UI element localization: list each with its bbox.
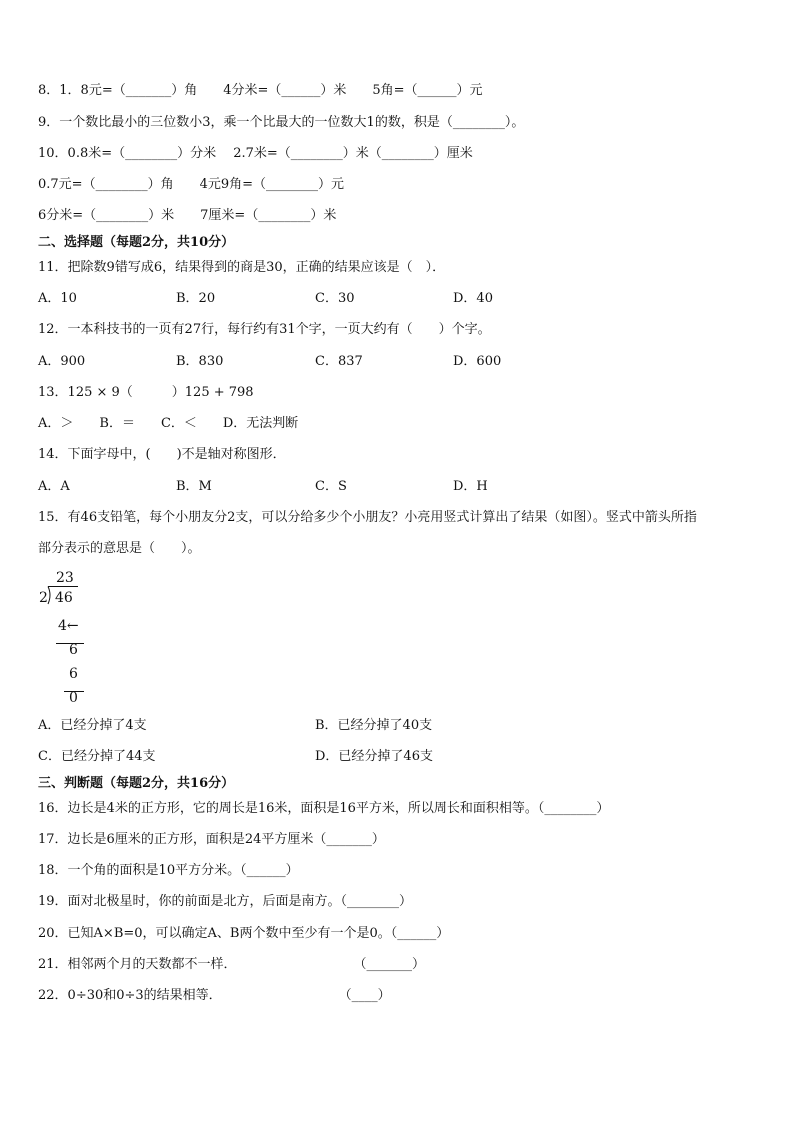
question-17: 17．边长是6厘米的正方形，面积是24平方厘米（_______） bbox=[38, 832, 385, 847]
partial-product: 6 bbox=[69, 666, 78, 682]
divisor: 2 bbox=[39, 590, 48, 606]
option-a: A．A bbox=[38, 479, 70, 494]
long-division bbox=[30, 568, 110, 708]
question-16: 16．边长是4米的正方形，它的周长是16米，面积是16平方米，所以周长和面积相等。（________） bbox=[38, 801, 610, 816]
question-19: 19．面对北极星时，你的前面是北方，后面是南方。（________） bbox=[38, 894, 413, 909]
quotient: 23 bbox=[56, 570, 74, 586]
section-3-heading: 三、判断题（每题2分，共16分） bbox=[38, 776, 235, 791]
question-14: 14．下面字母中，( )不是轴对称图形． bbox=[38, 447, 286, 462]
option-c: C．837 bbox=[315, 354, 363, 369]
question-20: 20．已知A×B=0，可以确定A、B两个数中至少有一个是0。（______） bbox=[38, 926, 450, 941]
question-10-part1: 10．0.8米=（________）分米 2.7米=（________）米（________）厘米 bbox=[38, 146, 473, 161]
question-11: 11．把除数9错写成6，结果得到的商是30，正确的结果应该是（ ）． bbox=[38, 260, 446, 275]
question-22: 22．0÷30和0÷3的结果相等． （____） bbox=[38, 988, 391, 1003]
option-b: B．已经分掉了40支 bbox=[315, 718, 433, 733]
question-10-part3: 6分米=（________）米 7厘米=（________）米 bbox=[38, 208, 337, 223]
option-b: B．830 bbox=[176, 354, 224, 369]
division-bracket bbox=[30, 568, 110, 708]
option-c: C．已经分掉了44支 bbox=[38, 749, 156, 764]
partial-product-arrow: 4← bbox=[58, 618, 79, 634]
option-b: B．M bbox=[176, 479, 212, 494]
question-15-line2: 部分表示的意思是（ ）。 bbox=[38, 541, 201, 556]
question-18: 18．一个角的面积是10平方分米。（______） bbox=[38, 863, 299, 878]
option-c: C．S bbox=[315, 479, 347, 494]
option-a: A．900 bbox=[38, 354, 86, 369]
question-8: 8．1．8元=（_______）角 4分米=（______）米 5角=（______）元 bbox=[38, 83, 483, 98]
option-a: A．已经分掉了4支 bbox=[38, 718, 147, 733]
option-d: D．已经分掉了46支 bbox=[315, 749, 433, 764]
option-c: C．30 bbox=[315, 291, 355, 306]
option-d: D．H bbox=[453, 479, 488, 494]
question-21: 21．相邻两个月的天数都不一样． （_______） bbox=[38, 957, 426, 972]
option-b: B．20 bbox=[176, 291, 216, 306]
section-2-heading: 二、选择题（每题2分，共10分） bbox=[38, 235, 235, 250]
question-13: 13．125 × 9（ ）125 + 798 bbox=[38, 385, 254, 400]
question-10-part2: 0.7元=（________）角 4元9角=（________）元 bbox=[38, 177, 345, 192]
final-remainder: 0 bbox=[69, 690, 78, 706]
question-12: 12．一本科技书的一页有27行，每行约有31个字，一页大约有（ ）个字。 bbox=[38, 322, 491, 337]
option-d: D．600 bbox=[453, 354, 502, 369]
option-d: D．40 bbox=[453, 291, 493, 306]
remainder-step: 6 bbox=[69, 642, 78, 658]
dividend: 46 bbox=[55, 590, 73, 606]
question-15-line1: 15．有46支铅笔，每个小朋友分2支，可以分给多少个小朋友？小亮用竖式计算出了结果（如图）。竖式中箭头所指 bbox=[38, 510, 697, 525]
option-a: A．10 bbox=[38, 291, 77, 306]
question-9: 9．一个数比最小的三位数小3，乘一个比最大的一位数大1的数，积是（________）。 bbox=[38, 115, 525, 130]
question-13-options: A．＞ B．＝ C．＜ D．无法判断 bbox=[38, 416, 299, 431]
